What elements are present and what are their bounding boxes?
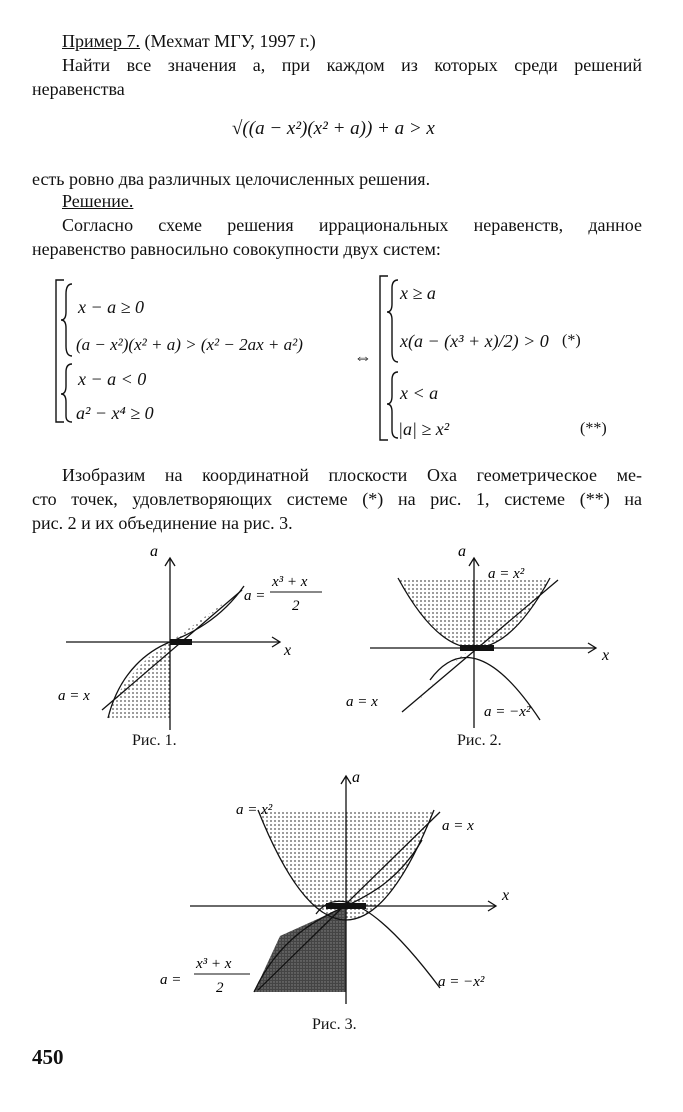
fig2-parabola-down-label: a = −x²: [484, 704, 531, 720]
right-system1-tag: (*): [562, 332, 581, 349]
figure-3: [150, 768, 530, 1008]
figure-1: [40, 540, 340, 735]
fig2-interval-mark: [460, 645, 494, 651]
fig1-curve-den: 2: [292, 598, 300, 614]
page-number: 450: [32, 1045, 64, 1069]
fig3-interval-mark: [326, 903, 366, 909]
problem-line-2: неравенства: [32, 79, 125, 99]
fig2-line-label: a = x: [346, 694, 378, 710]
fig3-parabola-up-label: a = x²: [236, 802, 273, 818]
fig1-line-label: a = x: [58, 688, 90, 704]
fig3-curve-den: 2: [216, 980, 224, 996]
paragraph-line-3: рис. 2 и их объединение на рис. 3.: [32, 513, 293, 533]
problem-line-1: Найти все значения a, при каждом из которых среди решений: [62, 55, 642, 75]
figure-2: [340, 540, 630, 735]
problem-formula: √((a − x²)(x² + a)) + a > x: [232, 118, 435, 139]
paragraph-line-2: сто точек, удовлетворяющих системе (*) на рис. 1, системе (**) на: [32, 489, 642, 509]
solution-line-2: неравенство равносильно совокупности двух систем:: [32, 239, 441, 259]
problem-label: Пример 7.: [62, 31, 141, 51]
fig3-x-label: x: [502, 887, 510, 904]
fig2-x-label: x: [602, 647, 610, 664]
fig1-region-upper: [170, 600, 228, 642]
right-system1-row2: x(a − (x³ + x)/2) > 0: [400, 331, 549, 351]
left-system1-row1: x − a ≥ 0: [78, 297, 145, 317]
fig3-curve-num: x³ + x: [196, 956, 232, 972]
figure-3-caption: Рис. 3.: [312, 1016, 357, 1033]
equivalence-sign: ⇔: [354, 347, 372, 367]
fig3-curve-lhs: a =: [160, 972, 182, 988]
right-system2-tag: (**): [580, 420, 607, 437]
fig1-curve-lhs: a =: [244, 588, 266, 604]
right-system2-row2: |a| ≥ x²: [398, 419, 450, 439]
solution-line-1: Согласно схеме решения иррациональных неравенств, данное: [62, 215, 642, 235]
right-system1-row1: x ≥ a: [400, 283, 436, 303]
fig3-line-label: a = x: [442, 818, 474, 834]
left-system1-row2: (a − x²)(x² + a) > (x² − 2ax + a²): [76, 335, 303, 354]
problem-source: (Мехмат МГУ, 1997 г.): [144, 31, 316, 51]
problem-line-3: есть ровно два различных целочисленных решения.: [32, 169, 431, 189]
fig3-parabola-down-label: a = −x²: [438, 974, 485, 990]
left-system2-row2: a² − x⁴ ≥ 0: [76, 403, 154, 423]
fig2-a-label: a: [458, 543, 466, 560]
fig1-line-a-eq-x: [102, 590, 242, 710]
right-system2-row1: x < a: [400, 383, 439, 403]
problem-header: [62, 30, 316, 52]
fig1-a-label: a: [150, 543, 158, 560]
paragraph-line-1: Изобразим на координатной плоскости Oxa геометрическое ме-: [62, 465, 642, 485]
fig1-curve-num: x³ + x: [272, 574, 308, 590]
figure-2-caption: Рис. 2.: [457, 732, 502, 749]
fig3-a-label: a: [352, 769, 360, 786]
left-system2-row1: x − a < 0: [78, 369, 147, 389]
figure-1-caption: Рис. 1.: [132, 732, 177, 749]
fig1-interval-mark: [170, 639, 192, 645]
fig2-parabola-up-label: a = x²: [488, 566, 525, 582]
fig1-x-label: x: [284, 642, 292, 659]
solution-heading: Решение.: [62, 191, 134, 211]
